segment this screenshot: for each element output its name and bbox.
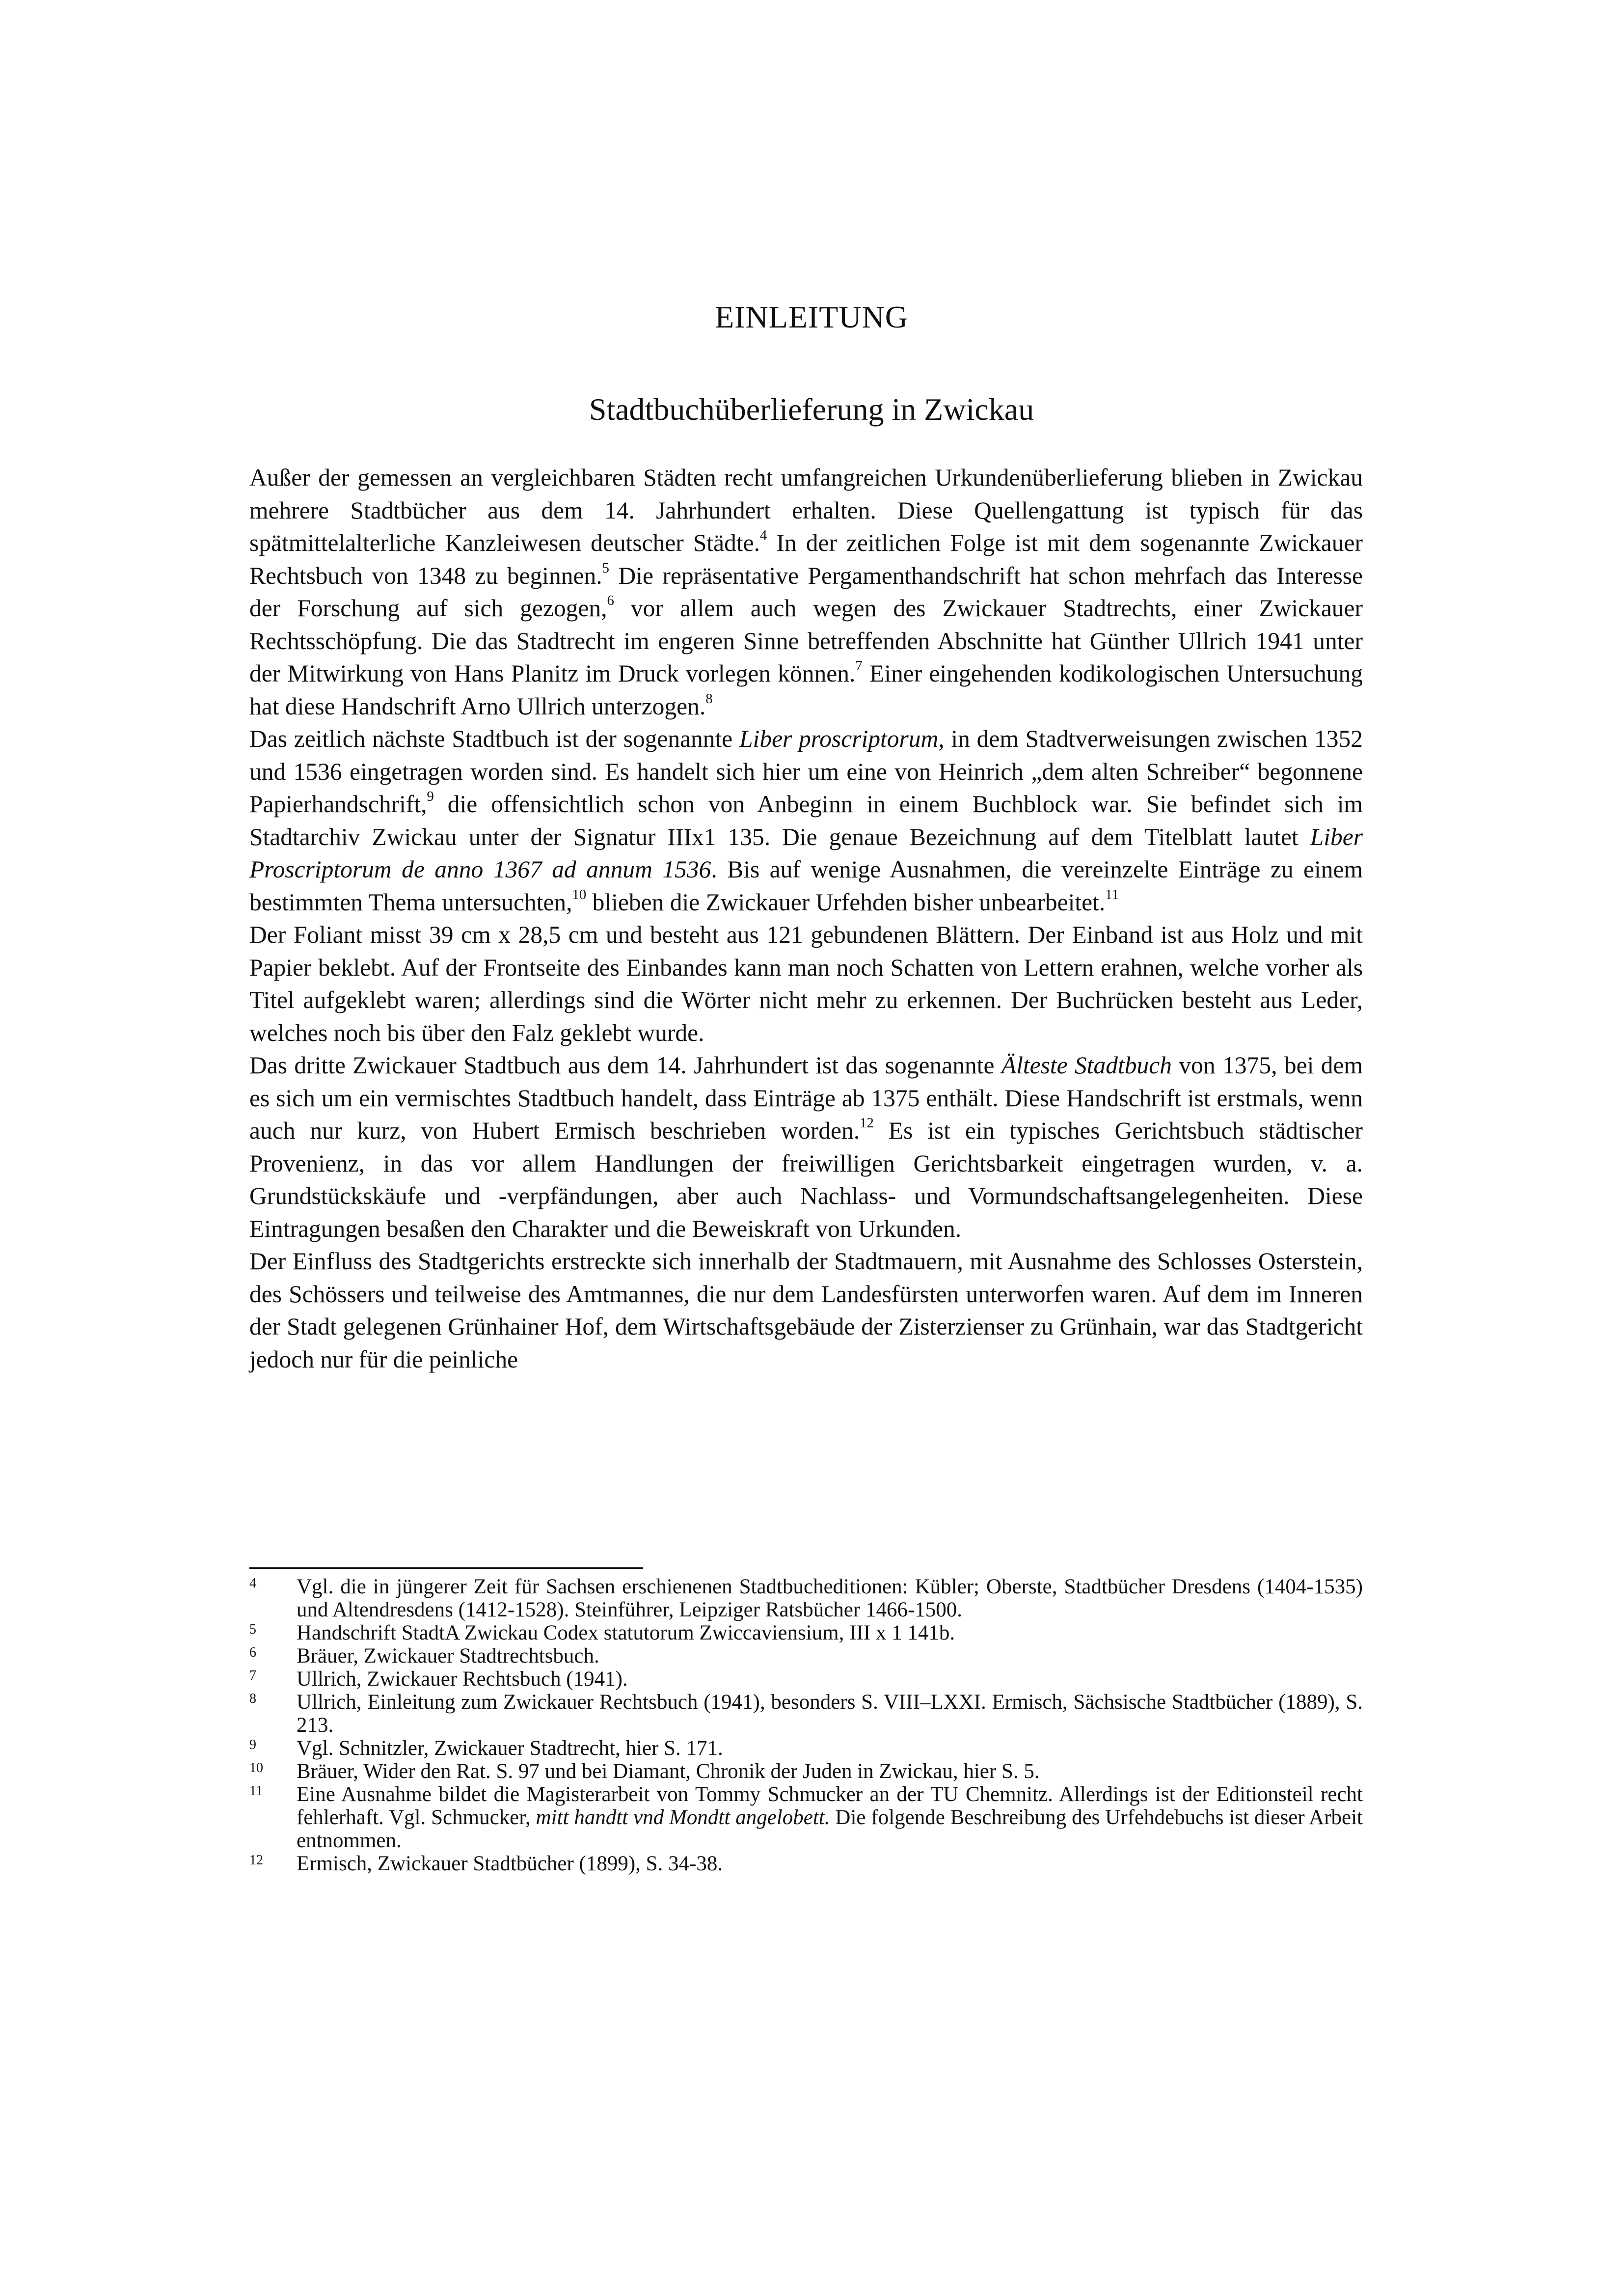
text-run: Das dritte Zwickauer Stadtbuch aus dem 14. Jahrhundert ist das sogenannte — [249, 1052, 1001, 1079]
paragraph — [249, 462, 1363, 723]
text-run: Das zeitlich nächste Stadtbuch ist der sogenannte — [249, 725, 740, 752]
text-run: von 1375, bei dem es sich um ein vermischtes Stadtbuch handelt, dass Einträge ab 1375 enthält. Diese Handschrift ist erstmals, wenn auch nur kurz, von Hubert Ermisch beschrieben worden. — [249, 1052, 1363, 1144]
footnote-text: Ermisch, Zwickauer Stadtbücher (1899), S. 34-38. — [297, 1852, 723, 1875]
footnote-ref[interactable]: 6 — [607, 593, 614, 609]
footnote-number: 6 — [249, 1645, 256, 1660]
footnote — [249, 1760, 1363, 1783]
text-run: Die repräsentative Pergamenthandschrift hat schon mehrfach das Interesse der Forschung auf sich gezogen, — [249, 562, 1363, 622]
footnote-text: Vgl. Schnitzler, Zwickauer Stadtrecht, hier S. 171. — [297, 1737, 723, 1760]
footnote-number: 8 — [249, 1691, 256, 1706]
text-run: Die folgende Beschreibung des Urfehdebuchs ist dieser Arbeit entnommen. — [297, 1806, 1363, 1852]
footnote — [249, 1737, 1363, 1760]
footnote-number: 12 — [249, 1853, 263, 1868]
footnote-separator — [249, 1567, 643, 1569]
text-run: In der zeitlichen Folge ist mit dem sogenannte Zwickauer Rechtsbuch von 1348 zu beginnen. — [249, 529, 1363, 589]
footnote-ref[interactable]: 5 — [602, 560, 609, 576]
footnote-ref[interactable]: 4 — [759, 527, 767, 544]
text-run: Der Einfluss des Stadtgerichts erstreckte sich innerhalb der Stadtmauern, mit Ausnahme des Schlosses Osterstein, des Schössers und teilweise des Amtmannes, die nur dem Landesfürsten unterworfen waren. Auf dem im Inneren der Stadt gelegenen Grünhainer Hof, dem Wirtschaftsgebäude der Zisterzienser zu Grünhain, war das Stadtgericht jedoch nur für die peinliche — [249, 1248, 1363, 1373]
body-text — [249, 462, 1363, 1376]
footnote-number: 7 — [249, 1668, 256, 1683]
page-title: EINLEITUNG — [715, 300, 908, 334]
italic-title: Liber Proscriptorum de anno 1367 ad annum 1536 — [249, 823, 1363, 883]
text-run: in dem Stadtverweisungen zwischen 1352 und 1536 eingetragen worden sind. Es handelt sich hier um eine von Heinrich „dem alten Schreiber“ begonnene Papierhandschrift, — [249, 725, 1363, 818]
paragraph — [249, 1245, 1363, 1376]
footnote-number: 5 — [249, 1622, 256, 1637]
text-run: Einer eingehenden kodikologischen Untersuchung hat diese Handschrift Arno Ullrich unterzogen. — [249, 660, 1363, 720]
italic-title: mitt handtt vnd Mondtt angelobett. — [536, 1806, 830, 1829]
footnote-ref[interactable]: 8 — [705, 690, 713, 707]
footnote-ref[interactable]: 11 — [1105, 886, 1119, 902]
footnote-number: 11 — [249, 1783, 263, 1799]
italic-title: Älteste Stadtbuch — [1001, 1052, 1172, 1079]
text-run: Es ist ein typisches Gerichtsbuch städtischer Provenienz, in das vor allem Handlungen der freiwilligen Gerichtsbarkeit eingetragen wurden, v. a. Grundstückskäufe und -verpfändungen, aber auch Nachlass- und Vormundschaftsangelegenheiten. Diese Eintragungen besaßen den Charakter und die Beweiskraft von Urkunden. — [249, 1117, 1363, 1242]
footnote-text — [297, 1783, 1363, 1852]
footnote-ref[interactable]: 10 — [572, 886, 587, 902]
footnote-text: Bräuer, Wider den Rat. S. 97 und bei Diamant, Chronik der Juden in Zwickau, hier S. 5. — [297, 1760, 1040, 1783]
footnote — [249, 1667, 1363, 1691]
footnote-text: Handschrift StadtA Zwickau Codex statutorum Zwiccaviensium, III x 1 141b. — [297, 1621, 955, 1644]
footnote — [249, 1644, 1363, 1667]
paragraph — [249, 723, 1363, 919]
footnote-number: 9 — [249, 1737, 256, 1752]
text-run: blieben die Zwickauer Urfehden bisher unbearbeitet. — [586, 888, 1106, 916]
footnote — [249, 1691, 1363, 1737]
footnote-text: Vgl. die in jüngerer Zeit für Sachsen erschienenen Stadtbucheditionen: Kübler; Oberste, Stadtbücher Dresdens (1404-1535) und Altendresdens (1412-1528). Steinführer, Leipziger Ratsbücher 1466-1500. — [297, 1575, 1363, 1621]
footnote-ref[interactable]: 12 — [860, 1115, 874, 1131]
footnotes — [249, 1575, 1363, 1875]
section-heading: Stadtbuchüberlieferung in Zwickau — [589, 392, 1034, 427]
footnote-number: 10 — [249, 1760, 263, 1776]
text-run: Eine Ausnahme bildet die Magisterarbeit von Tommy Schmucker an der TU Chemnitz. Allerdings ist der Editionsteil recht fehlerhaft. Vgl. Schmucker, — [297, 1783, 1363, 1829]
text-run: die offensichtlich schon von Anbeginn in einem Buchblock war. Sie befindet sich im Stadtarchiv Zwickau unter der Signatur IIIx1 135. Die genaue Bezeichnung auf dem Titelblatt lautet — [249, 791, 1363, 850]
footnote-ref[interactable]: 9 — [427, 789, 434, 805]
italic-title: Liber proscriptorum, — [739, 725, 945, 752]
footnote — [249, 1621, 1363, 1644]
footnote-number: 4 — [249, 1576, 256, 1591]
paragraph — [249, 919, 1363, 1049]
footnote — [249, 1852, 1363, 1875]
text-run: vor allem auch wegen des Zwickauer Stadtrechts, einer Zwickauer Rechtsschöpfung. Die das Stadtrecht im engeren Sinne betreffenden Abschnitte hat Günther Ullrich 1941 unter der Mitwirkung von Hans Planitz im Druck vorlegen können. — [249, 595, 1363, 687]
paragraph — [249, 1049, 1363, 1245]
footnote — [249, 1575, 1363, 1621]
footnote-text: Ullrich, Zwickauer Rechtsbuch (1941). — [297, 1667, 628, 1691]
footnote — [249, 1783, 1363, 1852]
footnote-ref[interactable]: 7 — [855, 658, 863, 674]
text-run: Außer der gemessen an vergleichbaren Städten recht umfangreichen Urkundenüberlieferung blieben in Zwickau mehrere Stadtbücher aus dem 14. Jahrhundert erhalten. Diese Quellengattung ist typisch für das spätmittelalterliche Kanzleiwesen deutscher Städte. — [249, 464, 1363, 556]
text-run: Der Foliant misst 39 cm x 28,5 cm und besteht aus 121 gebundenen Blättern. Der Einband ist aus Holz und mit Papier beklebt. Auf der Frontseite des Einbandes kann man noch Schatten von Lettern erahnen, welche vorher als Titel aufgeklebt waren; allerdings sind die Wörter nicht mehr zu erkennen. Der Buchrücken besteht aus Leder, welches noch bis über den Falz geklebt wurde. — [249, 921, 1363, 1046]
footnote-text: Bräuer, Zwickauer Stadtrechtsbuch. — [297, 1644, 599, 1667]
footnote-text: Ullrich, Einleitung zum Zwickauer Rechtsbuch (1941), besonders S. VIII–LXXI. Ermisch, Sächsische Stadtbücher (1889), S. 213. — [297, 1691, 1363, 1737]
text-run: . Bis auf wenige Ausnahmen, die vereinzelte Einträge zu einem bestimmten Thema untersuchten, — [249, 856, 1363, 916]
